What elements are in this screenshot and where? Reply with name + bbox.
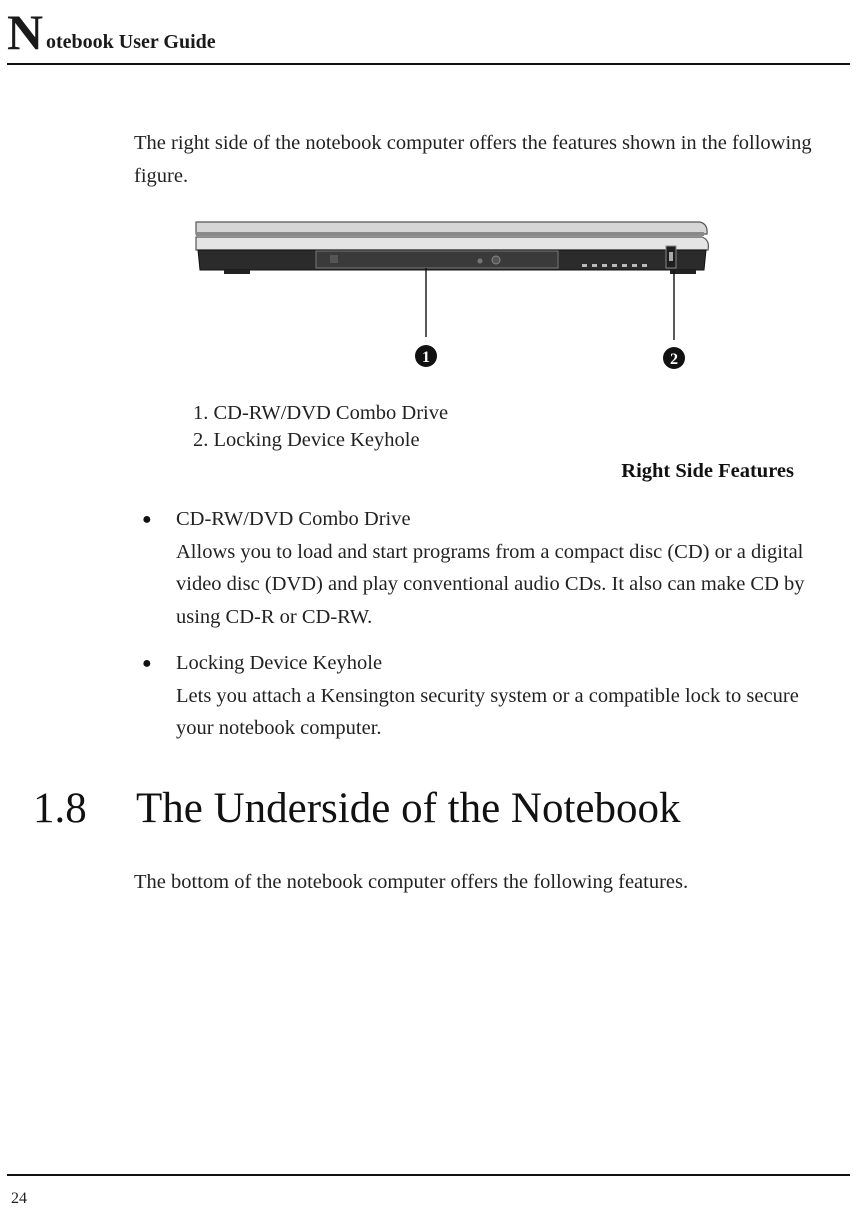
section-title: The Underside of the Notebook xyxy=(136,785,681,832)
callout-marker-1 xyxy=(415,345,437,367)
section-number: 1.8 xyxy=(33,785,87,832)
feature-title: Locking Device Keyhole xyxy=(176,652,383,674)
bullet-icon: ● xyxy=(142,655,152,672)
section-intro-paragraph: The bottom of the notebook computer offers the following features. xyxy=(134,871,689,893)
callout-1-label: 1 xyxy=(422,349,430,366)
bullet-icon: ● xyxy=(142,511,152,528)
feature-item-2 xyxy=(176,647,826,745)
callout-marker-2 xyxy=(663,347,685,369)
header-title: otebook User Guide xyxy=(46,31,216,53)
figure-caption: Right Side Features xyxy=(621,460,794,482)
feature-description: Allows you to load and start programs from a compact disc (CD) or a digital video disc (DVD) and play conventional audio CDs. It also can make CD by using CD-R or CD-RW. xyxy=(176,540,805,628)
right-side-figure xyxy=(190,212,720,377)
intro-paragraph: The right side of the notebook computer offers the features shown in the following figure. xyxy=(134,132,812,187)
header-rule xyxy=(7,63,850,65)
feature-item-1 xyxy=(176,503,826,633)
footer-rule xyxy=(7,1174,850,1176)
feature-title: CD-RW/DVD Combo Drive xyxy=(176,508,411,530)
page-number: 24 xyxy=(11,1190,27,1207)
callout-2-label: 2 xyxy=(670,351,678,368)
legend-item-1: 1. CD-RW/DVD Combo Drive xyxy=(193,402,449,424)
feature-description: Lets you attach a Kensington security system or a compatible lock to secure your notebook computer. xyxy=(176,684,799,739)
legend-item-2: 2. Locking Device Keyhole xyxy=(193,429,420,451)
header-initial: N xyxy=(7,4,44,60)
figure-legend xyxy=(193,400,448,454)
notebook-illustration xyxy=(196,222,708,274)
